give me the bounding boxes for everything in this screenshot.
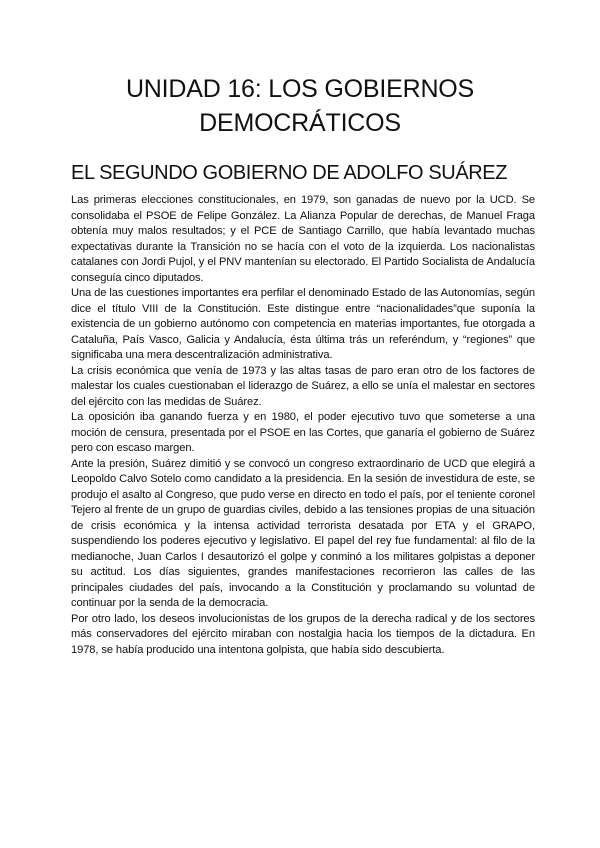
page-title-line-2: DEMOCRÁTICOS [199,109,401,137]
paragraph-autonomies: Una de las cuestiones importantes era perfilar el denominado Estado de las Autonomías, según dice el título VIII de la Constitución. Este distingue entre “nacionalidades”que suponía la existencia de un gobierno autónomo con competencia en materias importantes, fue otorgada a Cataluña, País Vasco, Galicia y Andalucía, ésta última trás un referéndum, y “regiones” que significaba una mera descentralización administrativa. [71,287,535,361]
page-title-line-1: UNIDAD 16: LOS GOBIERNOS [125,75,475,103]
paragraph-censure-motion: La oposición iba ganando fuerza y en 1980, el poder ejecutivo tuvo que someterse a una moción de censura, presentada por el PSOE en las Cortes, que ganaría el gobierno de Suárez pero con escaso margen. [71,411,535,454]
page-title [0,72,600,140]
paragraph-resignation-coup: Ante la presión, Suárez dimitió y se convocó un congreso extraordinario de UCD que elegirá a Leopoldo Calvo Sotelo como candidato a la presidencia. En la sesión de investidura de este, se produjo el asalto al Congreso, que pudo verse en directo en todo el país, por el teniente coronel Tejero al frente de un grupo de guardias civiles, debido a las tensiones propias de una situación de crisis económica y la intensa actividad terrorista desatada por ETA y el GRAPO, suspendiendo los poderes ejecutivo y legislativo. El papel del rey fue fundamental: al filo de la medianoche, Juan Carlos I desautorizó el golpe y conminó a los militares golpistas a deponer su actitud. Los días siguientes, grandes manifestaciones recorrieron las calles de las principales ciudades del país, invocando a la Constitución y proclamando su voluntad de continuar por la senda de la democracia. [71,457,535,609]
paragraph-involution: Por otro lado, los deseos involucionistas de los grupos de la derecha radical y de los sectores más conservadores del ejército miraban con nostalgia hacia los tiempos de la dictadura. En 1978, se había producido una intentona golpista, que había sido descubierta. [71,612,535,656]
paragraph-elections: Las primeras elecciones constitucionales, en 1979, son ganadas de nuevo por la UCD. Se consolidaba el PSOE de Felipe González. La Alianza Popular de derechas, de Manuel Fraga obtenía muy malos resultados; y el PCE de Santiago Carrillo, que había levantado muchas expectativas durante la Transición no se hacía con el voto de la izquierda. Los nacionalistas catalanes con Jordi Pujol, y el PNV mantenían su electorado. El Partido Socialista de Andalucía conseguía cinco diputados. [71,194,535,284]
document-body [71,193,535,658]
paragraph-economic-crisis: La crisis económica que venía de 1973 y las altas tasas de paro eran otro de los factores de malestar los cuales cuestionaban el liderazgo de Suárez, a ello se unía el malestar en sectores del ejército con las medidas de Suárez. [71,364,535,408]
section-heading: EL SEGUNDO GOBIERNO DE ADOLFO SUÁREZ [71,162,508,184]
